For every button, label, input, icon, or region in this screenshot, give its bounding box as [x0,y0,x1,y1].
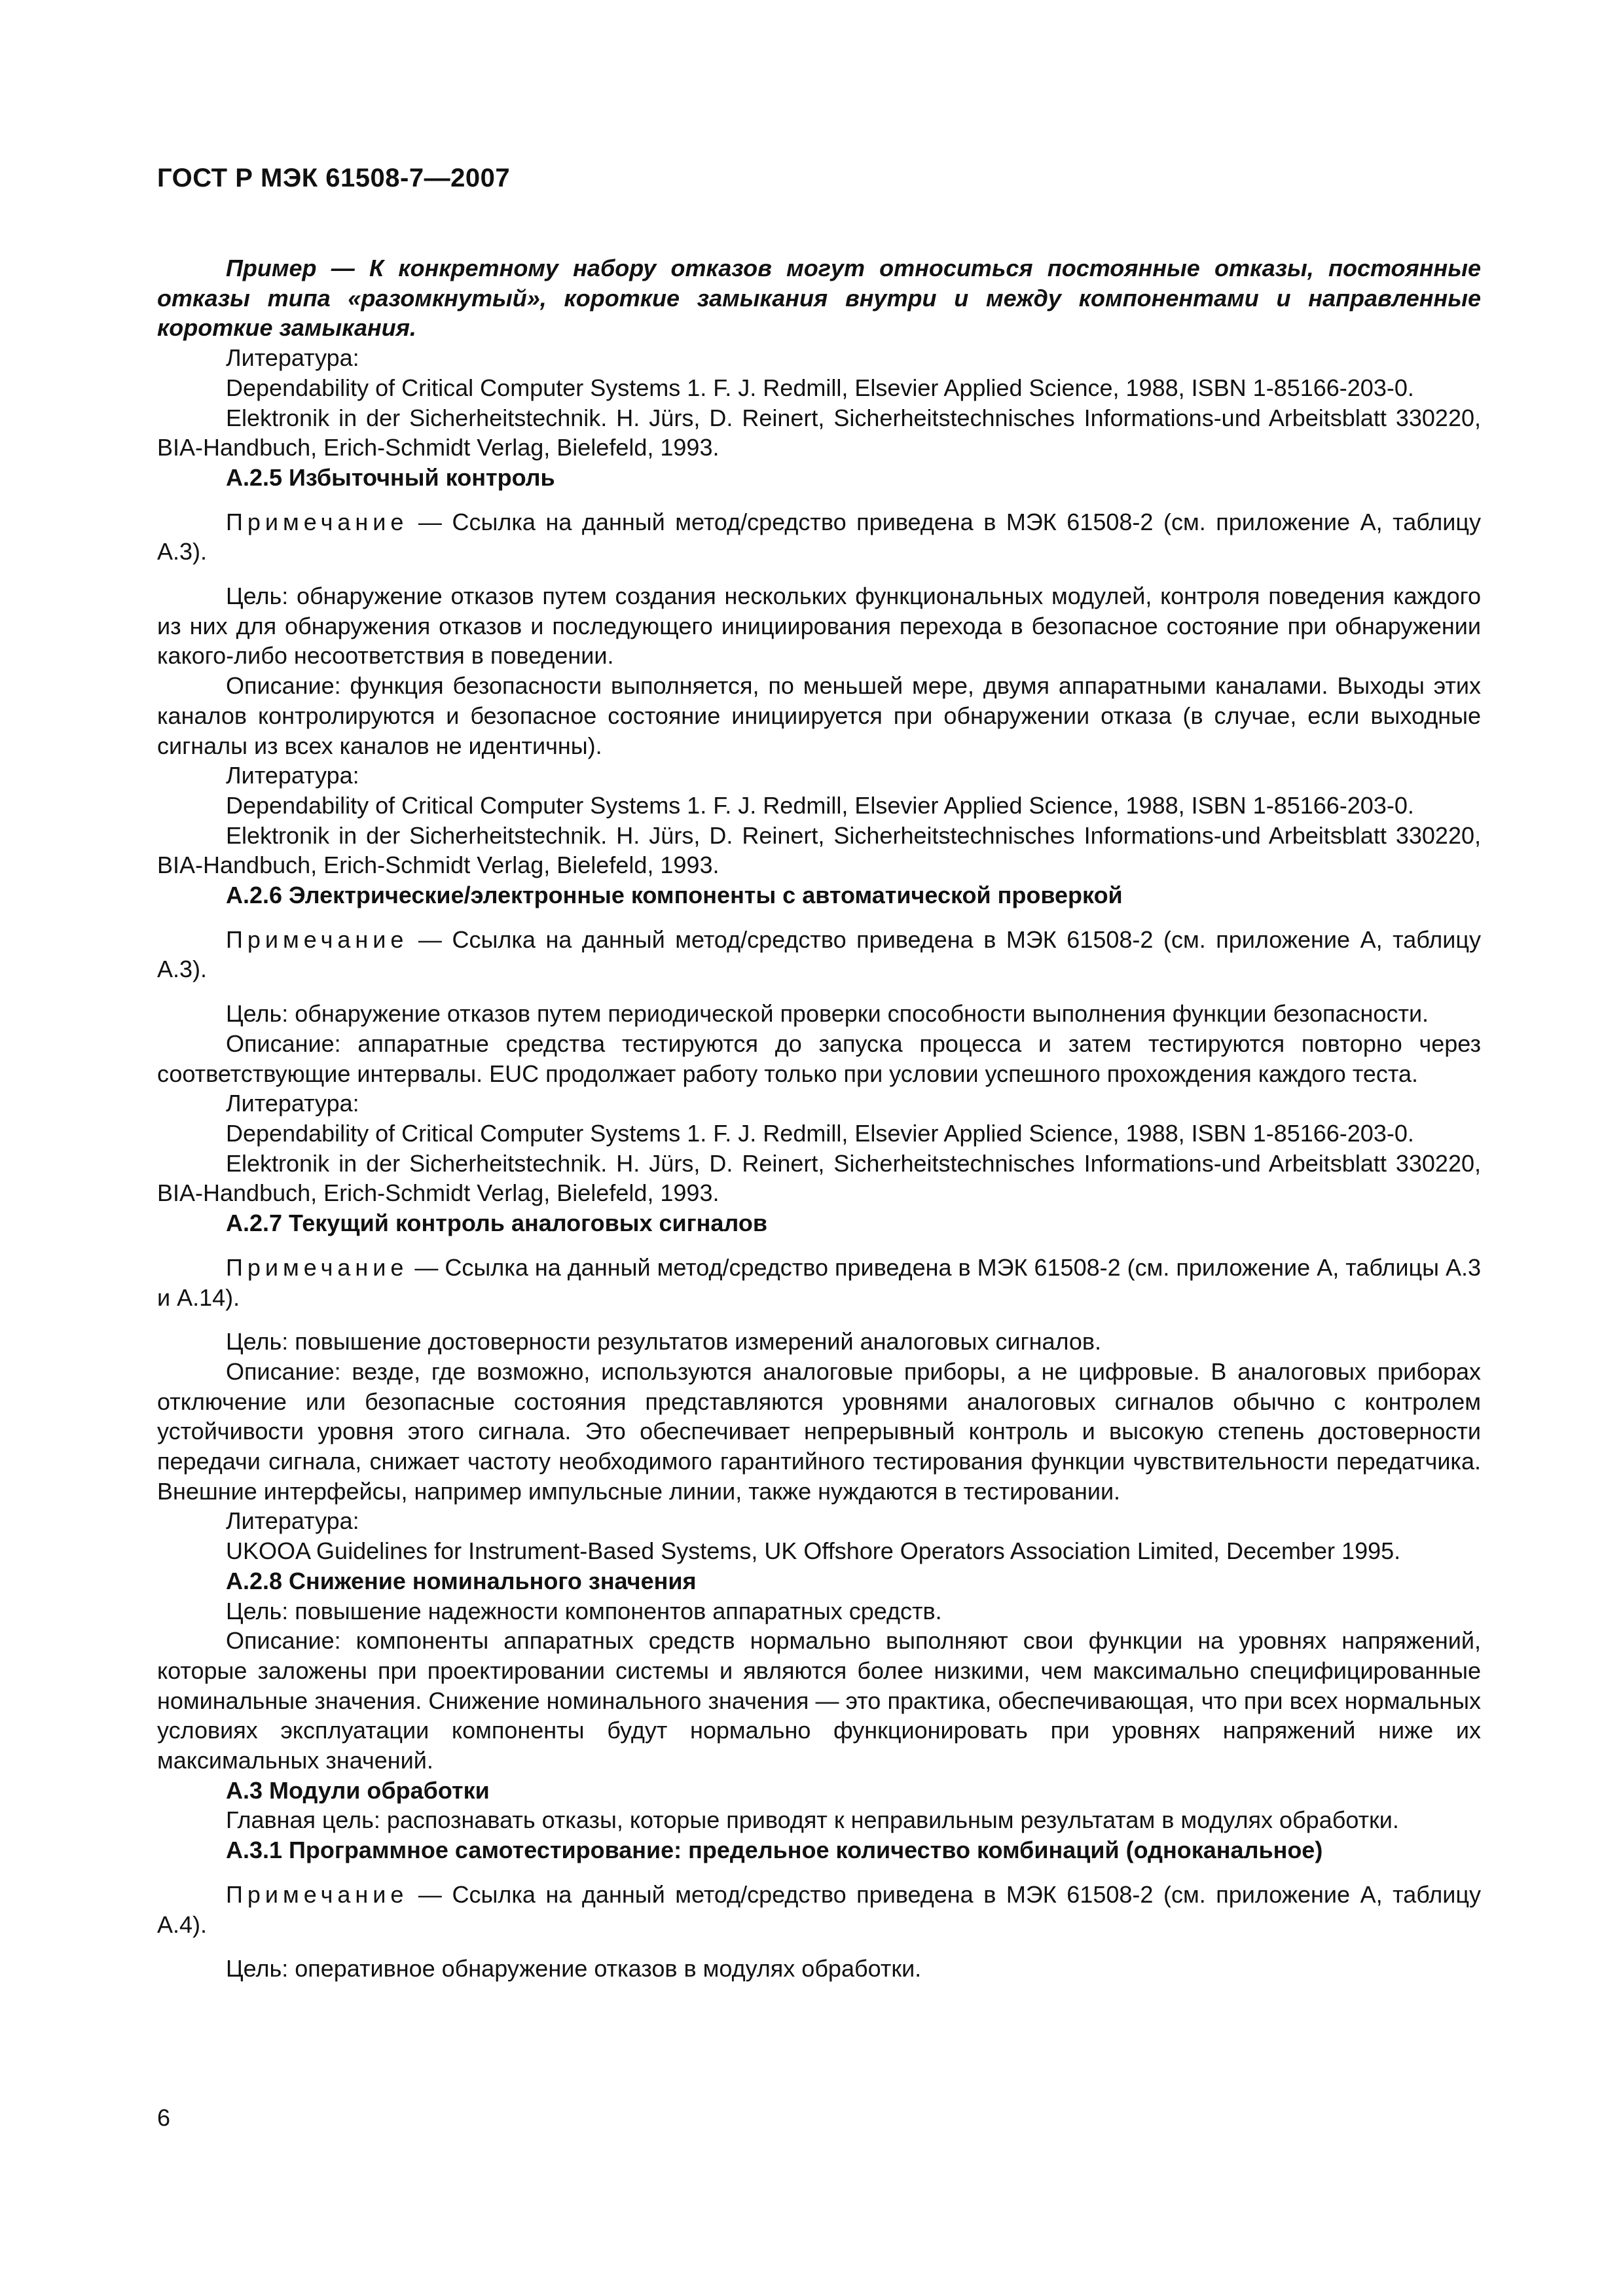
paragraph: Описание: функция безопасности выполняется, по меньшей мере, двумя аппаратными каналами. Выходы этих каналов контролируются и безопасное состояние инициируется при обнаружении отказа (в случае, если выходные сигналы из всех каналов не идентичны). [157,672,1481,759]
section-heading: А.2.8 Снижение номинального значения [226,1567,697,1594]
paragraph: Литература: [226,344,359,372]
paragraph: Цель: оперативное обнаружение отказов в модулях обработки. [226,1955,922,1982]
note-paragraph [157,507,1481,567]
section-heading: А.3.1 Программное самотестирование: предельное количество комбинаций (одноканальное) [226,1837,1323,1864]
paragraph: Цель: повышение достоверности результатов измерений аналоговых сигналов. [226,1328,1102,1355]
paragraph: Литература: [226,1090,359,1117]
note-label: Примечание [226,925,409,953]
note-label: Примечание [226,508,409,535]
page-number: 6 [157,2104,171,2131]
paragraph: Цель: обнаружение отказов путем создания нескольких функциональных модулей, контроля поведения каждого из них для обнаружения отказов и последующего инициирования перехода в безопасное состояние при обнаружении какого-либо несоответствия в поведении. [157,583,1481,670]
paragraph: Dependability of Critical Computer Systems 1. F. J. Redmill, Elsevier Applied Science, 1988, ISBN 1-85166-203-0. [226,791,1414,819]
paragraph: Elektronik in der Sicherheitstechnik. H. Jürs, D. Reinert, Sicherheitstechnisches Informations-und Arbeitsblatt 330220, BIA-Handbuch, Erich-Schmidt Verlag, Bielefeld, 1993. [157,1149,1481,1207]
page-header: ГОСТ Р МЭК 61508-7—2007 [157,164,511,192]
paragraph: Elektronik in der Sicherheitstechnik. H. Jürs, D. Reinert, Sicherheitstechnisches Informations-und Arbeitsblatt 330220, BIA-Handbuch, Erich-Schmidt Verlag, Bielefeld, 1993. [157,404,1481,461]
section-heading: А.2.5 Избыточный контроль [226,463,555,491]
example-paragraph: Пример — К конкретному набору отказов могут относиться постоянные отказы, постоянные отказы типа «разомкнутый», короткие замыкания внутри и между компонентами и направленные короткие замыкания. [157,255,1481,342]
paragraph: Главная цель: распознавать отказы, которые приводят к неправильным результатам в модулях обработки. [226,1806,1399,1834]
paragraph: Литература: [226,762,359,789]
note-text: — Ссылка на данный метод/средство приведена в МЭК 61508-2 (см. приложение А, таблицу А.4). [157,1880,1481,1938]
section-heading: А.2.7 Текущий контроль аналоговых сигналов [226,1210,767,1237]
section-heading: А.3 Модули обработки [226,1776,490,1804]
note-paragraph [157,1880,1481,1939]
note-text: — Ссылка на данный метод/средство приведена в МЭК 61508-2 (см. приложение А, таблицу А.3). [157,508,1481,565]
paragraph: Цель: обнаружение отказов путем периодической проверки способности выполнения функции безопасности. [226,1000,1429,1028]
section-heading: А.2.6 Электрические/электронные компоненты с автоматической проверкой [226,882,1123,909]
note-label: Примечание [226,1253,409,1281]
paragraph: Dependability of Critical Computer Systems 1. F. J. Redmill, Elsevier Applied Science, 1988, ISBN 1-85166-203-0. [226,1119,1414,1147]
note-text: — Ссылка на данный метод/средство приведена в МЭК 61508-2 (см. приложение А, таблицы А.3 и А.14). [157,1253,1481,1311]
paragraph: Elektronik in der Sicherheitstechnik. H. Jürs, D. Reinert, Sicherheitstechnisches Informations-und Arbeitsblatt 330220, BIA-Handbuch, Erich-Schmidt Verlag, Bielefeld, 1993. [157,821,1481,879]
paragraph: Описание: аппаратные средства тестируются до запуска процесса и затем тестируются повторно через соответствующие интервалы. EUC продолжает работу только при условии успешного прохождения каждого теста. [157,1030,1481,1087]
paragraph: Dependability of Critical Computer Systems 1. F. J. Redmill, Elsevier Applied Science, 1988, ISBN 1-85166-203-0. [226,374,1414,401]
note-text: — Ссылка на данный метод/средство приведена в МЭК 61508-2 (см. приложение А, таблицу А.3). [157,925,1481,983]
paragraph: Литература: [226,1507,359,1535]
note-label: Примечание [226,1880,409,1908]
paragraph: Описание: компоненты аппаратных средств нормально выполняют свои функции на уровнях напряжений, которые заложены при проектировании системы и являются более низкими, чем максимально специфицированные номинальные значения. Снижение номинального значения — это практика, обеспечивающая, что при всех нормальных условиях эксплуатации компоненты будут нормально функционировать при уровнях напряжений ниже их максимальных значений. [157,1627,1481,1774]
document-page [157,164,1481,1984]
note-paragraph [157,925,1481,984]
paragraph: Описание: везде, где возможно, используются аналоговые приборы, а не цифровые. В аналоговых приборах отключение или безопасные состояния представляются уровнями аналоговых сигналов обычно с контролем устойчивости уровня этого сигнала. Это обеспечивает непрерывный контроль и высокую степень достоверности передачи сигнала, снижает частоту необходимого гарантийного тестирования функции чувствительности передатчика. Внешние интерфейсы, например импульсные линии, также нуждаются в тестировании. [157,1357,1481,1505]
note-paragraph [157,1253,1481,1312]
paragraph: UKOOA Guidelines for Instrument-Based Systems, UK Offshore Operators Association Limited, December 1995. [226,1537,1401,1565]
paragraph: Цель: повышение надежности компонентов аппаратных средств. [226,1597,942,1624]
